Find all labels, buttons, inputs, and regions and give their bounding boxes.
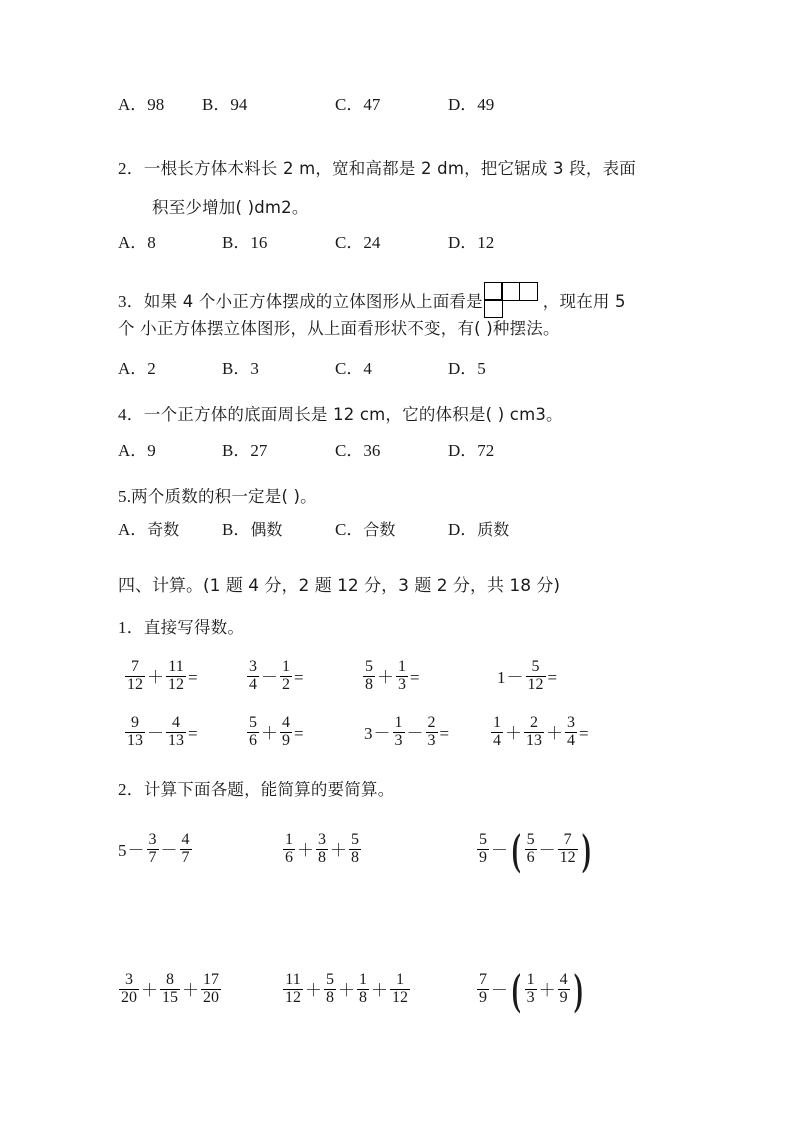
- choice-value: 2: [147, 359, 156, 378]
- choice-value: 94: [230, 95, 248, 114]
- math-operator: ＋: [505, 723, 522, 743]
- fraction: [125, 715, 145, 750]
- subquestion-2-number: 2．: [118, 780, 144, 799]
- math-operator: ＋: [371, 980, 388, 1000]
- whole-number: 3: [364, 723, 373, 743]
- fraction-numerator: 1: [285, 831, 293, 848]
- fraction-numerator: 4: [282, 714, 290, 731]
- whole-number: 1: [497, 667, 506, 687]
- fraction: [316, 832, 328, 867]
- math-operator: ＋: [546, 723, 563, 743]
- choice-option-c[interactable]: [335, 360, 372, 377]
- computation-w2-3: $\frac{7}{9}$ －( $\frac{1}{3}$ ＋ $\frac{4}{9}$ ): [479, 965, 583, 1015]
- math-operator: －: [160, 840, 178, 860]
- math-operator: －: [127, 840, 145, 860]
- grid-cell: [519, 282, 538, 301]
- choice-option-a[interactable]: [118, 234, 156, 251]
- choice-value: 72: [477, 441, 495, 460]
- fraction: [119, 972, 139, 1007]
- fraction: [565, 715, 577, 750]
- fraction-denominator: 6: [526, 848, 535, 866]
- fraction-denominator: 13: [127, 731, 143, 749]
- choice-value: 12: [477, 233, 495, 252]
- fraction-denominator: 3: [526, 988, 535, 1006]
- fraction-numerator: 3: [567, 714, 575, 731]
- fraction: [491, 715, 503, 750]
- choice-option-d[interactable]: [448, 442, 494, 459]
- math-operator: ＋: [141, 980, 158, 1000]
- fraction-numerator: 5: [526, 831, 535, 848]
- choice-label: C．: [335, 441, 364, 460]
- choice-value: 9: [147, 441, 156, 460]
- choice-option-b[interactable]: [222, 521, 282, 538]
- computation-w1-3: $\frac{5}{9}$ －( $\frac{5}{6}$ － $\frac{7}{12}$ ): [479, 825, 591, 875]
- fraction: [201, 972, 221, 1007]
- math-operator: ＋: [330, 840, 347, 860]
- choice-value: 8: [147, 233, 156, 252]
- fraction-numerator: 11: [283, 972, 303, 990]
- fraction-numerator: 3: [119, 972, 139, 990]
- question-2-line2: [152, 194, 309, 218]
- fraction: [525, 972, 537, 1007]
- fraction-denominator: 4: [567, 731, 575, 749]
- choice-label: D．: [448, 441, 478, 460]
- fraction-numerator: 1: [390, 972, 410, 990]
- choice-value: 49: [477, 95, 495, 114]
- fraction: [477, 832, 489, 867]
- choice-label: A．: [118, 233, 148, 252]
- fraction: [558, 972, 570, 1007]
- equals-sign: =: [294, 667, 304, 687]
- fraction-numerator: 7: [558, 832, 578, 850]
- fraction-numerator: 9: [125, 715, 145, 733]
- fraction-numerator: 3: [249, 658, 257, 675]
- subquestion-1-number: 1．: [118, 618, 144, 637]
- math-operator: ＋: [538, 980, 556, 1000]
- equals-sign: =: [294, 723, 304, 743]
- fraction-denominator: 6: [249, 731, 257, 749]
- choice-label: A．: [118, 95, 148, 114]
- computation-w1-1: [118, 833, 193, 868]
- choice-label: C．: [335, 359, 364, 378]
- computation-c1-1: [124, 660, 198, 695]
- choice-label: A．: [118, 520, 148, 539]
- choice-label: B．: [222, 441, 251, 460]
- fraction-numerator: 1: [359, 971, 367, 988]
- choice-option-c[interactable]: [335, 96, 380, 113]
- choice-option-a[interactable]: [118, 521, 179, 538]
- choice-value: 16: [250, 233, 268, 252]
- fraction-denominator: 8: [326, 988, 334, 1006]
- fraction-denominator: 15: [162, 988, 178, 1006]
- fraction: [393, 715, 405, 750]
- question-3-text-before: 如果 4 个小正方体摆成的立体图形从上面看是: [143, 292, 483, 311]
- math-operator: ＋: [297, 840, 314, 860]
- choice-label: D．: [448, 95, 478, 114]
- equals-sign: =: [579, 723, 589, 743]
- math-operator: －: [406, 723, 424, 743]
- fraction-numerator: 8: [160, 972, 180, 990]
- question-3-text-after: ，现在用 5: [542, 292, 626, 311]
- choice-option-b[interactable]: [222, 442, 267, 459]
- fraction-numerator: 1: [398, 658, 406, 675]
- fraction-denominator: 7: [148, 848, 157, 866]
- computation-c1-3: [362, 660, 420, 695]
- fraction-denominator: 12: [392, 988, 408, 1006]
- fraction: [247, 659, 259, 694]
- fraction-numerator: 17: [203, 971, 219, 988]
- math-operator: －: [373, 723, 391, 743]
- fraction-denominator: 3: [427, 731, 436, 749]
- fraction-numerator: 5: [326, 971, 334, 988]
- math-operator: ＋: [261, 723, 278, 743]
- choice-option-b[interactable]: [202, 96, 247, 113]
- fraction: [160, 972, 180, 1007]
- fraction: [426, 715, 438, 750]
- fraction-numerator: 4: [166, 715, 186, 733]
- fraction-numerator: 5: [351, 831, 359, 848]
- question-4-number: 4．: [118, 405, 144, 424]
- subquestion-2-heading: [118, 775, 394, 800]
- question-2-line1: [118, 154, 636, 179]
- fraction: [349, 832, 361, 867]
- equals-sign: =: [410, 667, 420, 687]
- fraction-numerator: 1: [282, 658, 290, 675]
- fraction-denominator: 3: [398, 675, 406, 693]
- fraction-denominator: 6: [285, 848, 293, 866]
- choice-label: A．: [118, 359, 148, 378]
- math-operator: －: [491, 840, 508, 860]
- fraction-denominator: 8: [318, 848, 326, 866]
- fraction-numerator: 1: [526, 971, 535, 988]
- choice-option-c[interactable]: [335, 234, 380, 251]
- fraction: [180, 832, 192, 867]
- computation-w2-2: [282, 973, 411, 1008]
- choice-label: D．: [448, 359, 478, 378]
- choice-value: 36: [363, 441, 381, 460]
- fraction-denominator: 9: [282, 731, 290, 749]
- question-5-number: 5.: [118, 487, 132, 506]
- choice-value: 47: [363, 95, 381, 114]
- fraction-numerator: 2: [524, 715, 544, 733]
- fraction: [477, 972, 489, 1007]
- fraction: [280, 715, 292, 750]
- fraction: [363, 659, 375, 694]
- choice-value: 27: [250, 441, 268, 460]
- section-4-heading: [118, 571, 560, 596]
- fraction-numerator: 1: [394, 714, 403, 731]
- fraction-denominator: 8: [351, 848, 359, 866]
- fraction-numerator: 7: [479, 971, 487, 988]
- fraction-denominator: 7: [181, 848, 190, 866]
- fraction: [390, 972, 410, 1007]
- fraction-denominator: 12: [168, 675, 184, 693]
- fraction: [524, 715, 544, 750]
- choice-value: 24: [363, 233, 381, 252]
- choice-option-b[interactable]: [222, 360, 259, 377]
- equals-sign: =: [188, 723, 198, 743]
- fraction-denominator: 12: [559, 848, 576, 866]
- math-operator: －: [506, 667, 524, 687]
- choice-option-d[interactable]: [448, 96, 494, 113]
- fraction: [526, 659, 546, 694]
- choice-option-c[interactable]: [335, 521, 395, 538]
- question-4-text: 一个正方体的底面周长是 12 cm，它的体积是( ) cm3。: [143, 405, 563, 424]
- question-5-text: 两个质数的积一定是( )。: [131, 487, 317, 506]
- choice-value: 98: [147, 95, 165, 114]
- choice-option-a[interactable]: [118, 96, 164, 113]
- choice-label: D．: [448, 233, 478, 252]
- fraction-denominator: 13: [526, 731, 542, 749]
- equals-sign: =: [188, 667, 198, 687]
- math-operator: ＋: [147, 667, 164, 687]
- fraction-numerator: 3: [148, 831, 157, 848]
- choice-value: 4: [363, 359, 372, 378]
- equals-sign: =: [439, 723, 450, 743]
- fraction-denominator: 9: [559, 988, 568, 1006]
- fraction: [396, 659, 408, 694]
- fraction-denominator: 9: [479, 848, 487, 866]
- choice-value: 奇数: [147, 520, 180, 539]
- fraction-denominator: 2: [282, 675, 290, 693]
- question-3-number: 3．: [118, 292, 144, 311]
- math-operator: －: [261, 667, 278, 687]
- fraction: [125, 659, 145, 694]
- choice-label: D．: [448, 520, 478, 539]
- choice-value: 3: [250, 359, 259, 378]
- fraction: [324, 972, 336, 1007]
- fraction: [166, 715, 186, 750]
- fraction-denominator: 3: [394, 731, 403, 749]
- fraction-denominator: 4: [249, 675, 257, 693]
- question-3-line2: [118, 315, 560, 339]
- fraction-denominator: 13: [168, 731, 184, 749]
- math-operator: ＋: [338, 980, 355, 1000]
- computation-c1-2: [246, 660, 304, 695]
- fraction-numerator: 1: [493, 714, 501, 731]
- fraction-denominator: 20: [203, 988, 219, 1006]
- question-3-text-cont: 个 小正方体摆立体图形，从上面看形状不变，有( )种摆法。: [118, 319, 560, 338]
- choice-label: A．: [118, 441, 148, 460]
- choice-value: 偶数: [250, 520, 283, 539]
- math-operator: －: [491, 980, 508, 1000]
- fraction-denominator: 8: [365, 675, 373, 693]
- computation-w1-2: [282, 833, 362, 868]
- fraction: [166, 659, 186, 694]
- fraction: [280, 659, 292, 694]
- fraction: [247, 715, 259, 750]
- math-operator: ＋: [182, 980, 199, 1000]
- choice-option-d[interactable]: [448, 360, 486, 377]
- fraction: [357, 972, 369, 1007]
- choice-label: C．: [335, 520, 364, 539]
- question-4-line1: [118, 400, 563, 425]
- subquestion-1-heading: [118, 613, 244, 638]
- choice-value: 质数: [477, 520, 510, 539]
- fraction-denominator: 8: [359, 988, 367, 1006]
- fraction-denominator: 12: [285, 988, 301, 1006]
- choice-option-c[interactable]: [335, 442, 380, 459]
- fraction-numerator: 4: [181, 831, 190, 848]
- equals-sign: =: [547, 667, 558, 687]
- computation-c2-1: [124, 716, 198, 751]
- choice-option-d[interactable]: [448, 521, 509, 538]
- fraction-numerator: 5: [249, 714, 257, 731]
- choice-label: C．: [335, 95, 364, 114]
- fraction: [147, 832, 159, 867]
- fraction-numerator: 4: [559, 971, 568, 988]
- math-operator: ＋: [377, 667, 394, 687]
- grid-cell: [484, 282, 503, 301]
- fraction: [283, 832, 295, 867]
- fraction: [525, 832, 537, 867]
- fraction-numerator: 5: [479, 831, 487, 848]
- choice-label: B．: [222, 233, 251, 252]
- choice-label: B．: [202, 95, 231, 114]
- fraction-numerator: 3: [318, 831, 326, 848]
- fraction-denominator: 9: [479, 988, 487, 1006]
- fraction-numerator: 5: [526, 659, 546, 677]
- choice-option-b[interactable]: [222, 234, 267, 251]
- computation-c1-4: [497, 660, 557, 695]
- computation-c2-3: [364, 716, 449, 751]
- question-2-text: 一根长方体木料长 2 m，宽和高都是 2 dm，把它锯成 3 段，表面: [143, 159, 636, 178]
- fraction-numerator: 2: [427, 714, 436, 731]
- question-2-text-cont: 积至少增加( )dm2。: [152, 198, 309, 217]
- computation-w2-1: [118, 973, 222, 1008]
- grid-cell: [501, 282, 520, 301]
- question-5-line1: [118, 483, 317, 507]
- math-operator: －: [147, 723, 164, 743]
- subquestion-2-text: 计算下面各题，能简算的要简算。: [143, 780, 395, 799]
- fraction: [283, 972, 303, 1007]
- subquestion-1-text: 直接写得数。: [143, 618, 245, 637]
- choice-label: B．: [222, 359, 251, 378]
- computation-c2-2: [246, 716, 304, 751]
- section-4-heading-text: 四、计算。(1 题 4 分，2 题 12 分，3 题 2 分，共 18 分): [118, 576, 561, 596]
- fraction-numerator: 11: [166, 659, 186, 677]
- fraction-denominator: 20: [121, 988, 137, 1006]
- choice-label: C．: [335, 233, 364, 252]
- fraction-denominator: 4: [493, 731, 501, 749]
- computation-c2-4: [490, 716, 589, 751]
- fraction-numerator: 7: [125, 659, 145, 677]
- choice-value: 合数: [363, 520, 396, 539]
- choice-option-d[interactable]: [448, 234, 494, 251]
- fraction-denominator: 12: [127, 675, 143, 693]
- choice-option-a[interactable]: [118, 442, 156, 459]
- fraction: [558, 832, 578, 867]
- math-operator: －: [538, 840, 556, 860]
- fraction-numerator: 5: [365, 658, 373, 675]
- choice-label: B．: [222, 520, 251, 539]
- whole-number: 5: [118, 840, 127, 860]
- math-operator: ＋: [305, 980, 322, 1000]
- choice-value: 5: [477, 359, 486, 378]
- fraction-denominator: 12: [527, 675, 544, 693]
- choice-option-a[interactable]: [118, 360, 156, 377]
- question-2-number: 2．: [118, 159, 144, 178]
